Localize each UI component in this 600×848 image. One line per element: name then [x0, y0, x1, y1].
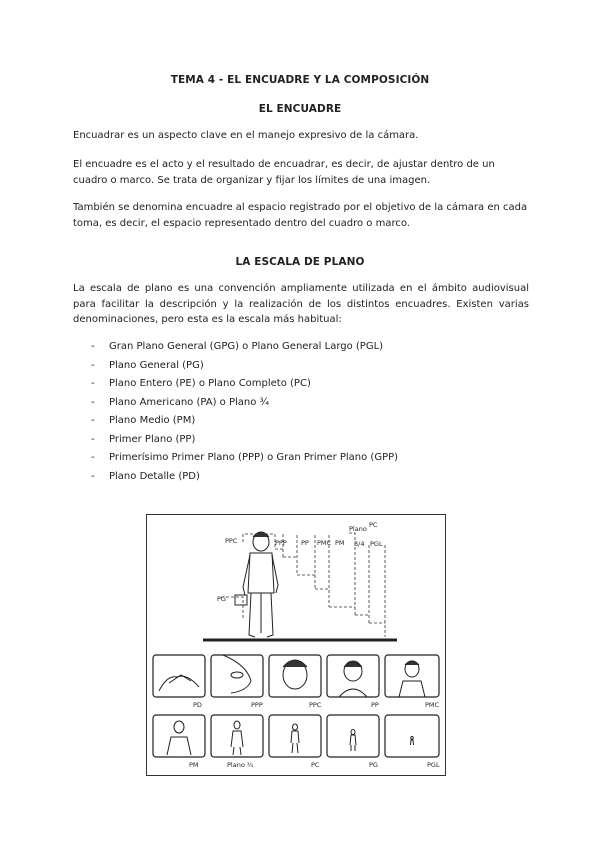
section-title-encuadre: EL ENCUADRE: [258, 103, 342, 115]
label-row1-ppp: PPP: [251, 701, 263, 709]
label-ppp: PPP: [275, 539, 287, 547]
paragraph-2: El encuadre es el acto y el resultado de encuadrar, es decir, de ajustar dentro de un cuadro o marco. Se trata de organizar y fijar los límites de una imagen.: [73, 159, 495, 186]
list-item: - Plano Medio (PM): [91, 415, 196, 426]
label-row2-plano-34: Plano ¾: [227, 761, 254, 769]
list-item: - Gran Plano General (GPG) o Plano General Largo (PGL): [91, 341, 384, 352]
label-pc: PC: [369, 521, 378, 529]
label-pg: PG: [217, 595, 226, 603]
list-item: - Plano Detalle (PD): [91, 470, 200, 482]
frame-guide-lines: [221, 533, 385, 637]
label-row2-pc: PC: [311, 761, 320, 769]
label-row2-pg: PG: [369, 761, 378, 769]
list-item: - Primerísimo Primer Plano (PPP) o Gran Primer Plano (GPP): [91, 452, 399, 463]
list-item: - Plano Entero (PE) o Plano Completo (PC): [91, 378, 311, 389]
main-title: TEMA 4 - EL ENCUADRE Y LA COMPOSICIÓN: [170, 74, 430, 86]
paragraph-1: Encuadrar es un aspecto clave en el manejo expresivo de la cámara.: [73, 130, 419, 141]
label-row2-pm: PM: [189, 761, 199, 769]
paragraph-4: La escala de plano es una convención ampliamente utilizada en el ámbito audiovisual para facilitar la descripción y la realización de los distintos encuadres. Existen varias denominaciones, pero esta es la escala más habitual:: [73, 283, 529, 325]
list-item: - Plano General (PG): [91, 359, 204, 371]
shot-scale-list: [73, 338, 398, 486]
label-pp: PP: [301, 539, 309, 547]
label-row1-pp: PP: [371, 701, 379, 709]
shot-scale-figure: [146, 514, 446, 776]
row2-frames: [153, 715, 439, 757]
label-plano: Plano: [349, 525, 367, 533]
standing-figure-illustration: [235, 532, 278, 637]
label-row1-pmc: PMC: [425, 701, 440, 709]
label-ppc: PPC: [225, 537, 238, 545]
list-item: - Plano Americano (PA) o Plano ¾: [91, 396, 270, 408]
section-title-escala: LA ESCALA DE PLANO: [235, 256, 365, 268]
shot-scale-illustration: [147, 515, 446, 776]
label-row2-pgl: PGL: [427, 761, 440, 769]
list-item: - Primer Plano (PP): [91, 433, 196, 445]
label-pm: PM: [335, 539, 345, 547]
label-pmc: PMC: [317, 539, 332, 547]
label-three-quarter: 3/4: [354, 540, 365, 548]
paragraph-3: También se denomina encuadre al espacio registrado por el objetivo de la cámara en cada toma, es decir, el espacio representado dentro del cuadro o marco.: [73, 202, 528, 229]
label-row1-pd: PD: [193, 701, 202, 709]
label-pgl: PGL: [370, 540, 383, 548]
label-row1-ppc: PPC: [309, 701, 322, 709]
